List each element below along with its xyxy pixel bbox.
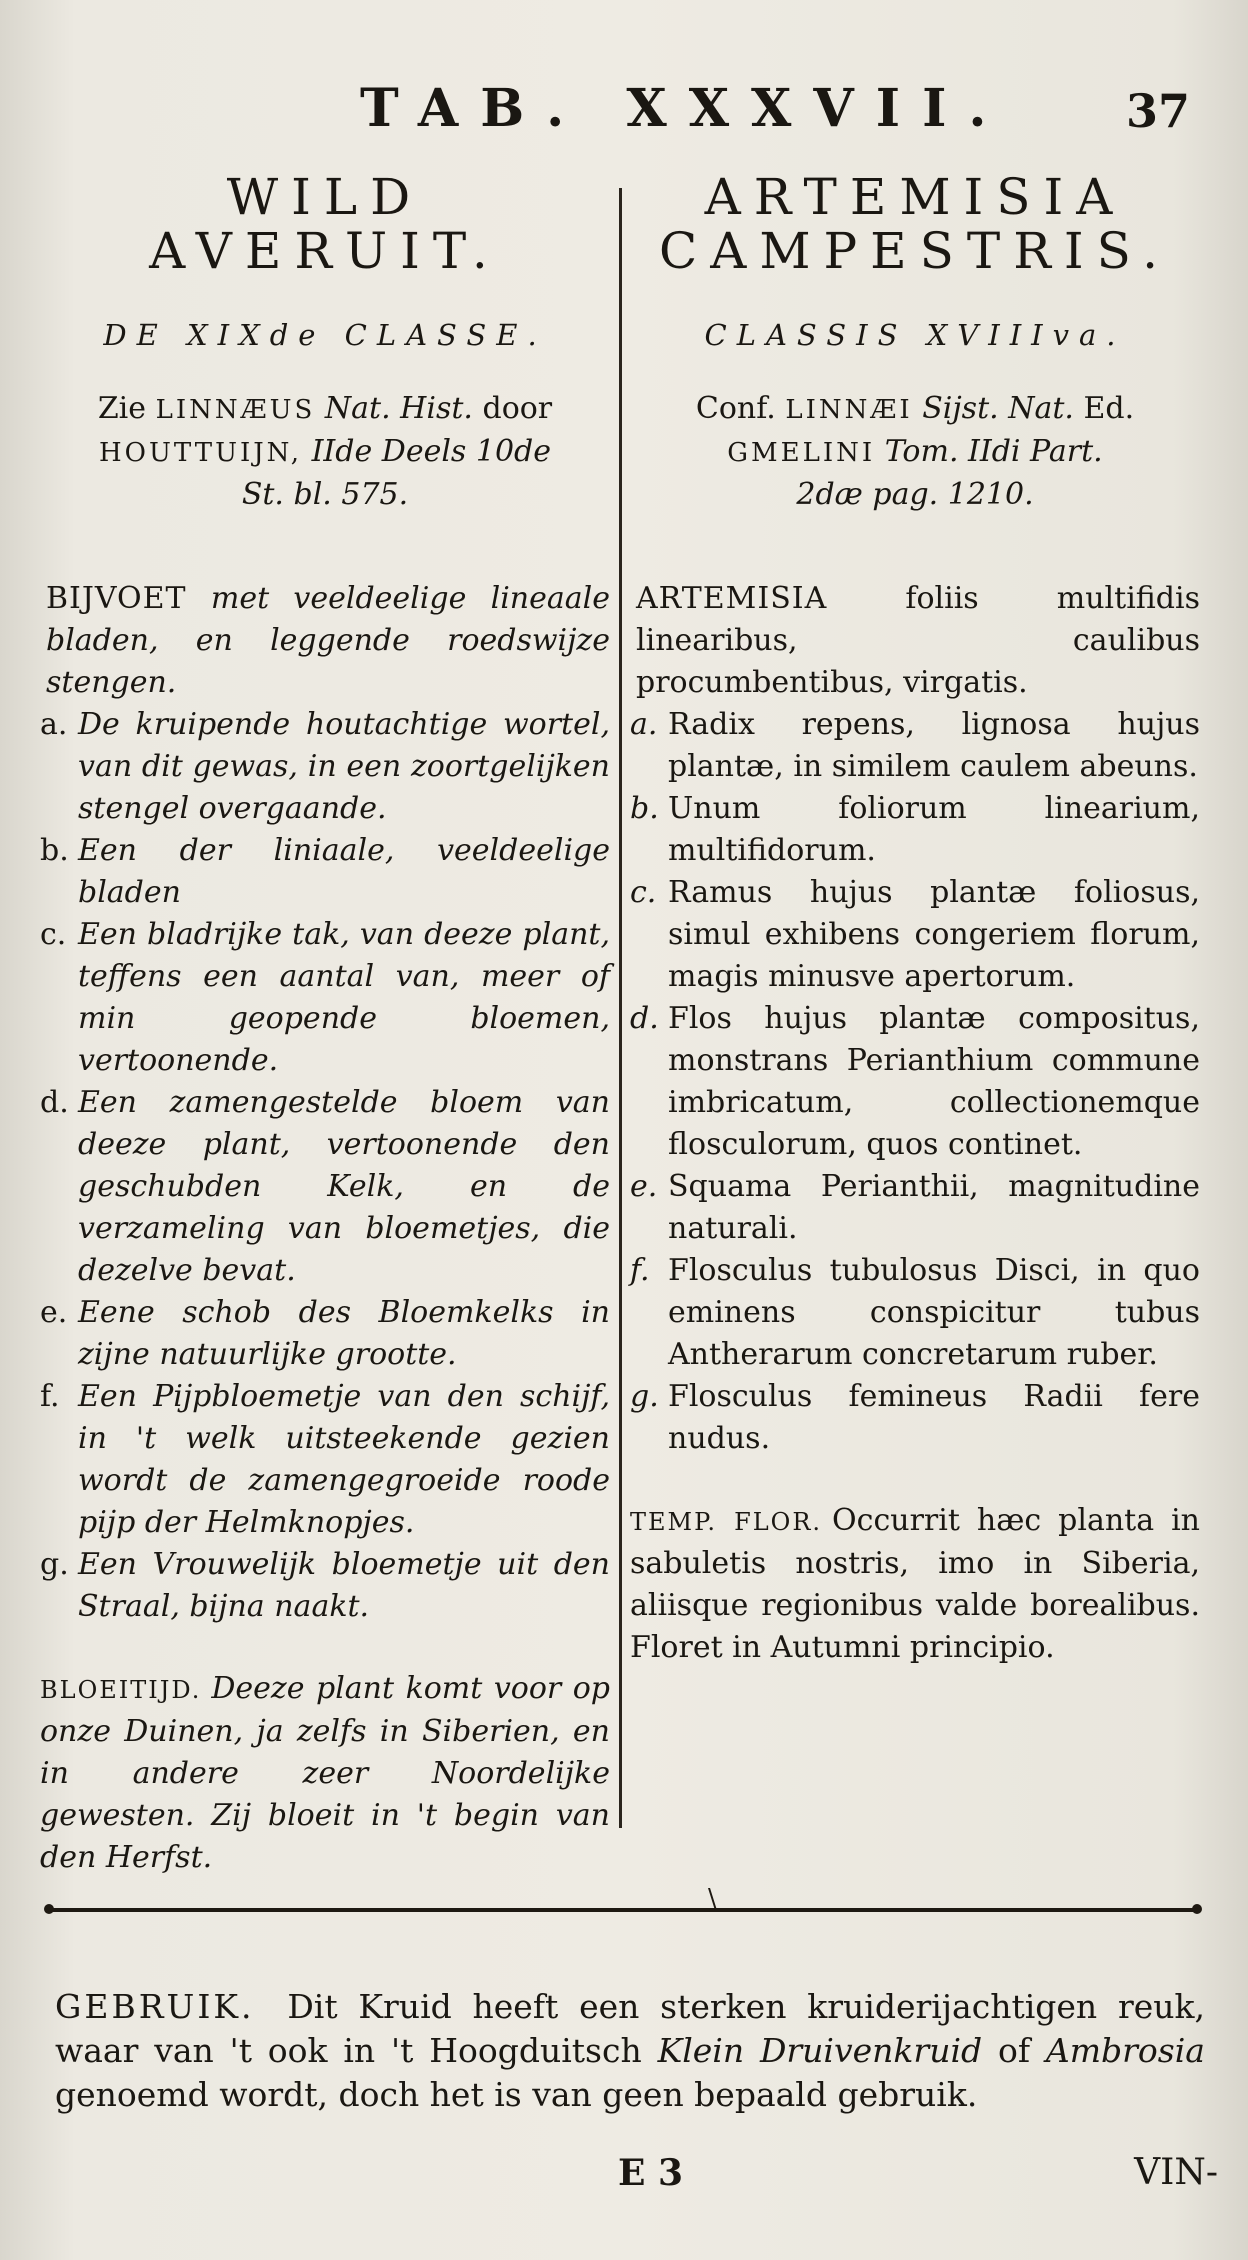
item-text: Flos hujus plantæ compositus, monstrans Perianthium commune imbricatum, collectionemque flosculorum, quos continet. bbox=[668, 1001, 1200, 1162]
item-letter: f. bbox=[40, 1379, 60, 1414]
list-item bbox=[630, 1376, 1200, 1460]
usage-text-a: Dit Kruid heeft een sterken kruiderijachtigen reuk, waar van 't ook in 't Hoogduitsch bbox=[55, 1987, 1205, 2070]
list-item bbox=[630, 1250, 1200, 1376]
item-text: Squama Perianthii, magnitudine naturali. bbox=[668, 1169, 1200, 1246]
dutch-diagnosis bbox=[40, 578, 610, 704]
item-letter: f. bbox=[630, 1253, 650, 1288]
dutch-flowering-time bbox=[40, 1668, 610, 1879]
latin-heading bbox=[630, 170, 1200, 278]
list-item bbox=[40, 830, 610, 914]
latin-classis: CLASSIS XVIIIva. bbox=[704, 318, 1126, 352]
item-text: Een bladrijke tak, van deeze plant, teffens een aantal van, meer of min geopende bloemen, vertoonende. bbox=[78, 917, 610, 1078]
list-item bbox=[630, 998, 1200, 1166]
item-letter: a. bbox=[630, 707, 658, 742]
item-letter: c. bbox=[630, 875, 657, 910]
ref-page: St. bl. 575. bbox=[241, 477, 409, 512]
ref-door: door bbox=[482, 391, 553, 426]
item-letter: b. bbox=[40, 833, 69, 868]
usage-ambrosia: Ambrosia bbox=[1045, 2031, 1205, 2070]
flowering-text: Deeze plant komt voor op onze Duinen, ja zelfs in Siberien, en in andere zeer Noordelijke gewesten. Zij bloeit in 't begin van den Herfst. bbox=[40, 1671, 610, 1875]
item-text: Radix repens, lignosa hujus plantæ, in similem caulem abeuns. bbox=[668, 707, 1200, 784]
rule-notch-mark: \ bbox=[708, 1884, 717, 1914]
ref-volume: IIde Deels 10de bbox=[311, 434, 551, 469]
flowering-label: BLOEITIJD. bbox=[40, 1676, 202, 1704]
item-text: Een zamengestelde bloem van deeze plant, vertoonende den geschubden Kelk, en de verzameling van bloemetjes, die dezelve bevat. bbox=[78, 1085, 610, 1288]
latin-figure-list bbox=[630, 704, 1200, 1460]
list-item bbox=[40, 1376, 610, 1544]
item-text: Flosculus tubulosus Disci, in quo eminens conspicitur tubus Antherarum concretarum ruber. bbox=[668, 1253, 1200, 1372]
item-text: Een der liniaale, veeldeelige bladen bbox=[78, 833, 610, 910]
latin-heading-line2: CAMPESTRIS. bbox=[658, 222, 1172, 280]
page-number: 37 bbox=[1125, 84, 1190, 138]
ref-work: Sijst. Nat. bbox=[922, 391, 1074, 426]
list-item bbox=[40, 1082, 610, 1292]
item-text: Flosculus femineus Radii fere nudus. bbox=[668, 1379, 1200, 1456]
plate-title: TAB. XXXVII. bbox=[360, 78, 1009, 139]
list-item bbox=[630, 788, 1200, 872]
item-letter: e. bbox=[40, 1295, 68, 1330]
usage-paragraph bbox=[55, 1985, 1205, 2117]
item-letter: d. bbox=[40, 1085, 69, 1120]
latin-column bbox=[630, 170, 1200, 1669]
dutch-heading-line2: AVERUIT. bbox=[149, 222, 501, 280]
dutch-figure-list bbox=[40, 704, 610, 1628]
flowering-text: Occurrit hæc planta in sabuletis nostris, imo in Siberia, aliisque regionibus valde borealibus. Floret in Autumni principio. bbox=[630, 1503, 1200, 1665]
genus-name: BIJVOET bbox=[46, 581, 187, 616]
ref-prefix: Conf. bbox=[695, 391, 776, 426]
usage-text-e: genoemd wordt, doch het is van geen bepaald gebruik. bbox=[55, 2075, 978, 2114]
list-item bbox=[630, 704, 1200, 788]
ref-work: Nat. Hist. bbox=[324, 391, 473, 426]
latin-description bbox=[630, 578, 1200, 1669]
ref-author: LINNÆI bbox=[785, 395, 913, 425]
dutch-classis: DE XIXde CLASSE. bbox=[103, 318, 547, 352]
diagnosis-text: foliis multifidis linearibus, caulibus procumbentibus, virgatis. bbox=[636, 581, 1200, 700]
diagnosis-text: met veeldeelige lineaale bladen, en leggende roedswijze stengen. bbox=[46, 581, 610, 700]
item-text: Een Pijpbloemetje van den schijf, in 't welk uitsteekende gezien wordt de zamengegroeide roode pijp der Helmknopjes. bbox=[78, 1379, 610, 1540]
item-letter: b. bbox=[630, 791, 659, 826]
list-item bbox=[40, 1544, 610, 1628]
item-letter: a. bbox=[40, 707, 68, 742]
dutch-heading bbox=[40, 170, 610, 278]
list-item bbox=[630, 872, 1200, 998]
genus-name: ARTEMISIA bbox=[636, 581, 828, 616]
item-letter: g. bbox=[630, 1379, 659, 1414]
dutch-description bbox=[40, 578, 610, 1879]
ref-translator: HOUTTUIJN, bbox=[99, 438, 303, 468]
dutch-heading-line1: WILD bbox=[226, 168, 424, 226]
usage-text-of: of bbox=[997, 2031, 1031, 2070]
ref-editor: GMELINI bbox=[727, 438, 876, 468]
usage-german-name: Klein Druivenkruid bbox=[657, 2031, 983, 2070]
item-text: Een Vrouwelijk bloemetje uit den Straal, bijna naakt. bbox=[78, 1547, 610, 1624]
latin-diagnosis bbox=[630, 578, 1200, 704]
ref-volume: Tom. IIdi Part. bbox=[884, 434, 1103, 469]
item-text: Eene schob des Bloemkelks in zijne natuurlijke grootte. bbox=[78, 1295, 610, 1372]
ref-page: 2dæ pag. 1210. bbox=[796, 477, 1034, 512]
item-letter: c. bbox=[40, 917, 67, 952]
catchword: VIN- bbox=[1134, 2152, 1218, 2193]
ref-edition: Ed. bbox=[1083, 391, 1135, 426]
dutch-reference bbox=[40, 388, 610, 516]
ref-prefix: Zie bbox=[97, 391, 147, 426]
usage-label: GEBRUIK. bbox=[55, 1987, 255, 2026]
dutch-column bbox=[40, 170, 610, 1879]
horizontal-rule bbox=[48, 1884, 1198, 1914]
running-head bbox=[0, 78, 1248, 148]
list-item bbox=[40, 914, 610, 1082]
signature-mark: E 3 bbox=[618, 2152, 684, 2194]
column-divider bbox=[619, 188, 622, 1828]
latin-heading-line1: ARTEMISIA bbox=[704, 168, 1126, 226]
item-text: De kruipende houtachtige wortel, van dit gewas, in een zoortgelijken stengel overgaande. bbox=[78, 707, 610, 826]
list-item bbox=[630, 1166, 1200, 1250]
ref-author: LINNÆUS bbox=[155, 395, 316, 425]
flowering-label: TEMP. FLOR. bbox=[630, 1508, 823, 1536]
item-letter: g. bbox=[40, 1547, 69, 1582]
item-letter: d. bbox=[630, 1001, 659, 1036]
latin-reference bbox=[630, 388, 1200, 516]
item-text: Unum foliorum linearium, multifidorum. bbox=[668, 791, 1200, 868]
item-letter: e. bbox=[630, 1169, 658, 1204]
list-item bbox=[40, 1292, 610, 1376]
latin-flowering-time bbox=[630, 1500, 1200, 1669]
item-text: Ramus hujus plantæ foliosus, simul exhibens congeriem florum, magis minusve apertorum. bbox=[668, 875, 1200, 994]
list-item bbox=[40, 704, 610, 830]
